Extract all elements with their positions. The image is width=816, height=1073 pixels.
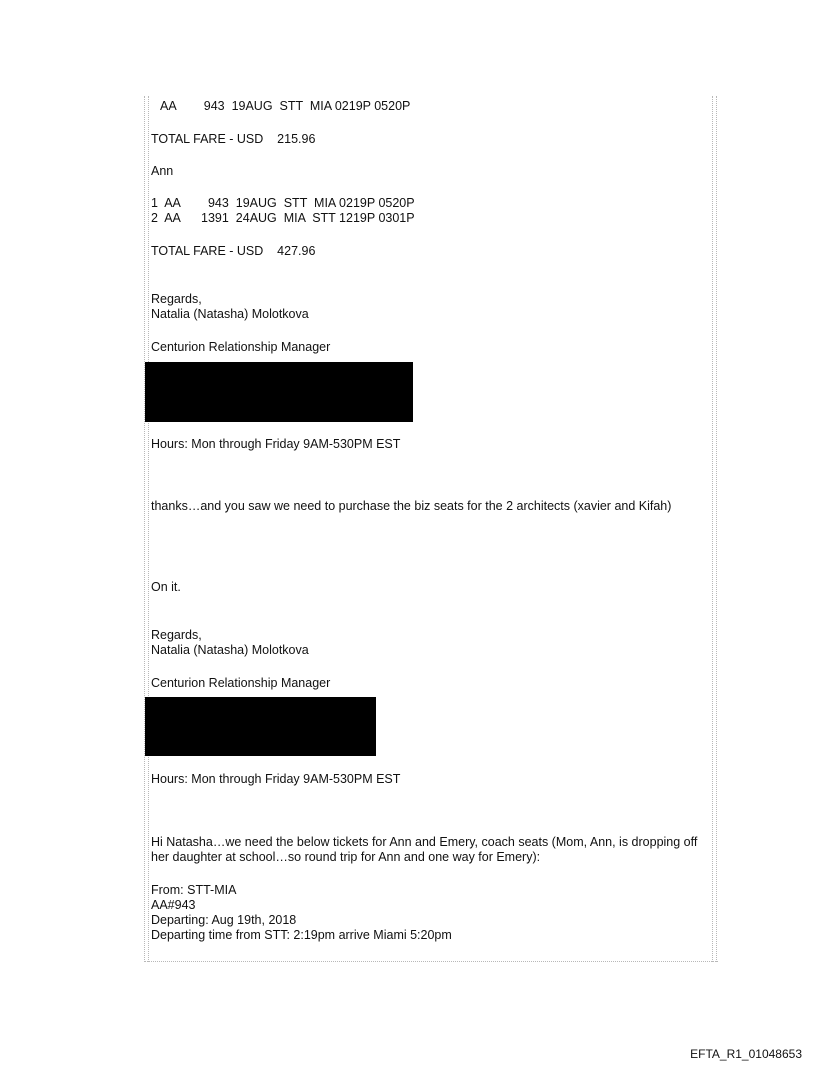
signature-title: Centurion Relationship Manager <box>151 340 331 354</box>
flight-leg-2: 2 AA 1391 24AUG MIA STT 1219P 0301P <box>151 211 415 225</box>
flight-leg-1: 1 AA 943 19AUG STT MIA 0219P 0520P <box>151 196 415 210</box>
page-frame-bottom-border <box>144 961 718 962</box>
message-text: On it. <box>151 580 181 594</box>
message-text: Hi Natasha…we need the below tickets for Ann and Emery, coach seats (Mom, Ann, is dropping off her daughter at school…so round trip for Ann and one way for Emery): <box>151 835 698 864</box>
page-frame-left-border <box>144 96 149 962</box>
passenger-name: Ann <box>151 164 174 178</box>
flight-route: From: STT-MIA <box>151 883 237 897</box>
departure-times: Departing time from STT: 2:19pm arrive Miami 5:20pm <box>151 928 452 942</box>
signature-hours: Hours: Mon through Friday 9AM-530PM EST <box>151 772 401 786</box>
flight-line: AA 943 19AUG STT MIA 0219P 0520P <box>160 99 411 113</box>
document-id: EFTA_R1_01048653 <box>690 1047 802 1061</box>
total-fare-round-trip: TOTAL FARE - USD 427.96 <box>151 244 316 258</box>
signature-title: Centurion Relationship Manager <box>151 676 331 690</box>
signature-regards: Regards, <box>151 292 202 306</box>
redaction-block <box>145 362 413 422</box>
total-fare: TOTAL FARE - USD 215.96 <box>151 132 316 146</box>
departure-date: Departing: Aug 19th, 2018 <box>151 913 297 927</box>
signature-regards: Regards, <box>151 628 202 642</box>
redaction-block <box>145 697 376 756</box>
signature-hours: Hours: Mon through Friday 9AM-530PM EST <box>151 437 401 451</box>
signature-name: Natalia (Natasha) Molotkova <box>151 643 309 657</box>
page-frame-right-border <box>712 96 717 962</box>
message-text: thanks…and you saw we need to purchase the biz seats for the 2 architects (xavier and Kifah) <box>151 499 672 513</box>
flight-number: AA#943 <box>151 898 196 912</box>
signature-name: Natalia (Natasha) Molotkova <box>151 307 309 321</box>
